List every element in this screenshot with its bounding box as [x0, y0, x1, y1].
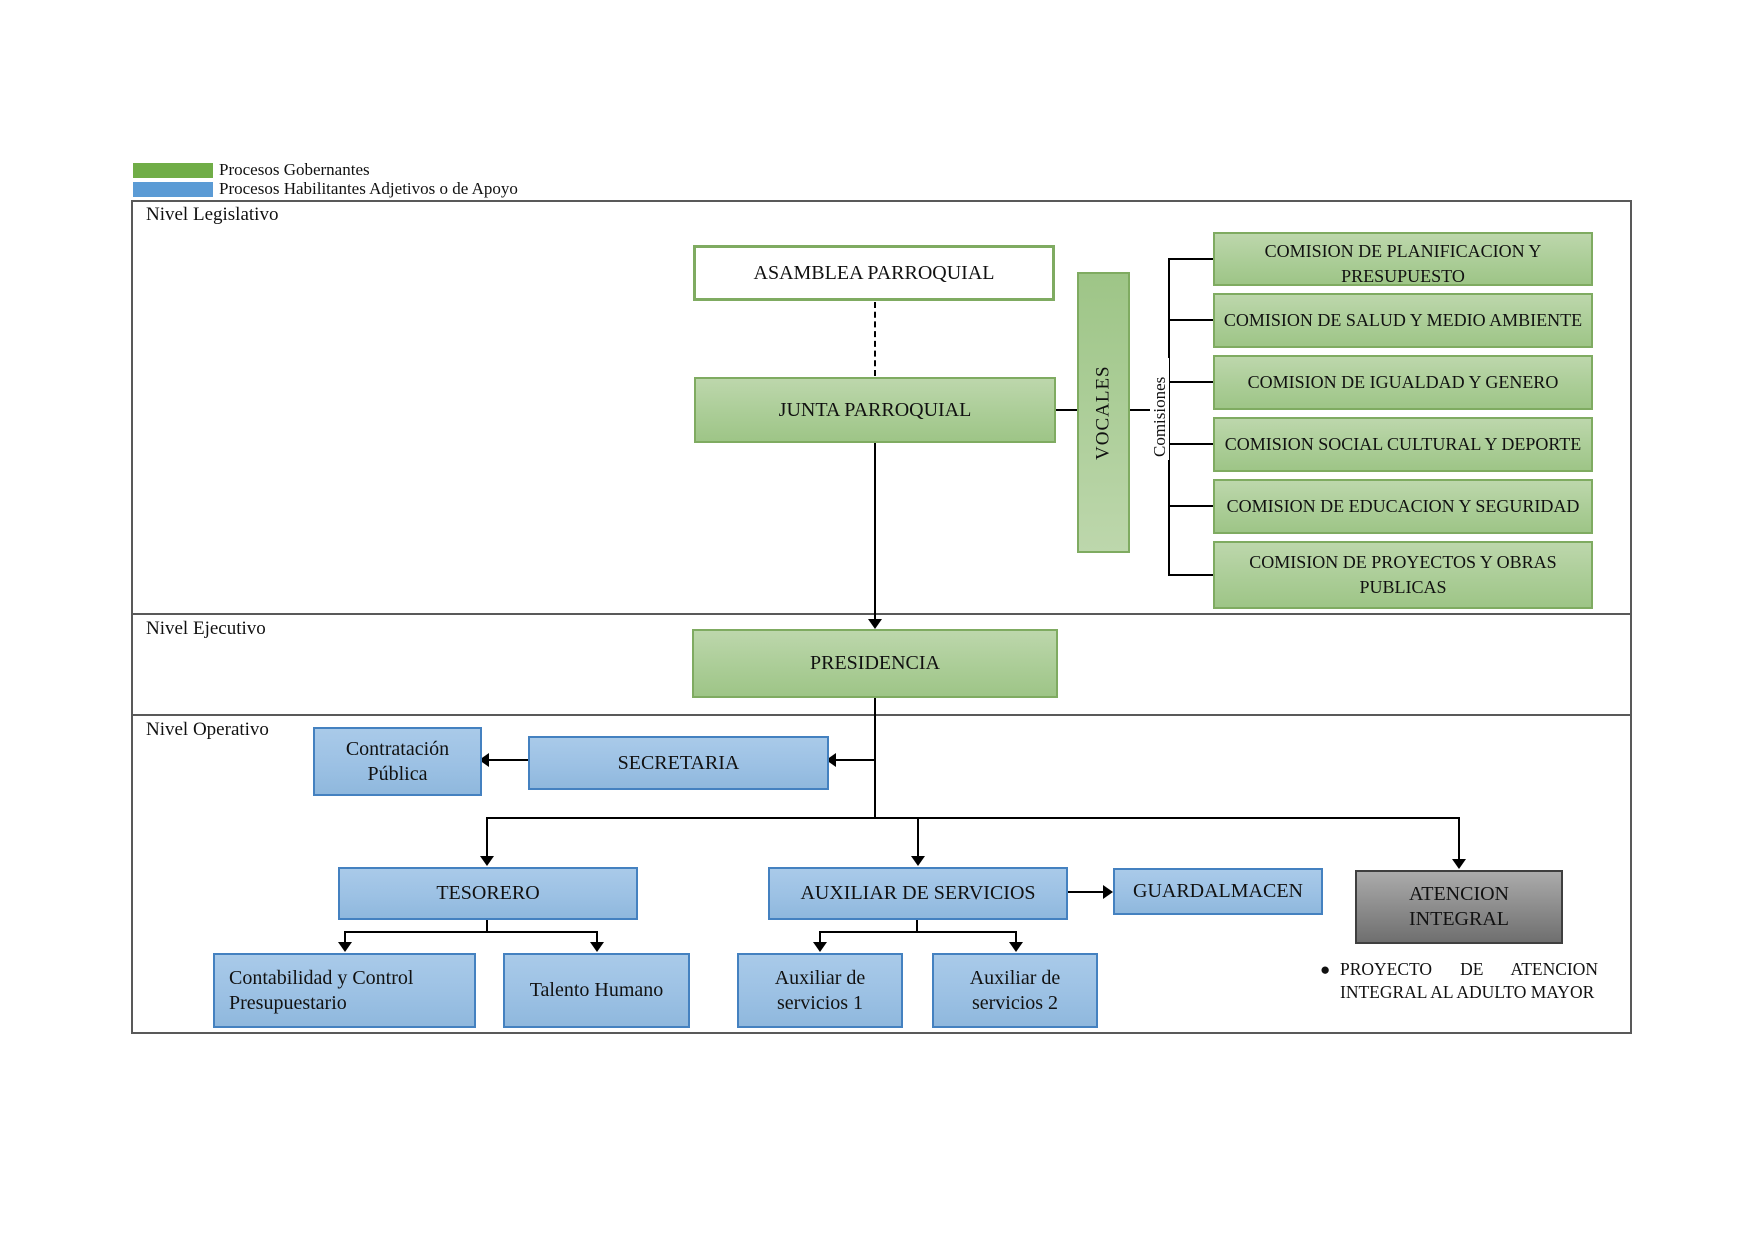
- divider-ejecutivo-operativo: [131, 714, 1632, 716]
- drop-auxiliar: [917, 817, 919, 858]
- node-vocales: VOCALES: [1077, 272, 1130, 553]
- connector-junta-vocales: [1054, 409, 1079, 411]
- section-label-ejecutivo: Nivel Ejecutivo: [146, 618, 266, 639]
- node-junta-parroquial: JUNTA PARROQUIAL: [694, 377, 1056, 443]
- node-comision-social: COMISION SOCIAL CULTURAL Y DEPORTE: [1213, 417, 1593, 472]
- connector-presidencia-riser: [874, 697, 876, 819]
- node-auxiliar-servicios: AUXILIAR DE SERVICIOS: [768, 867, 1068, 920]
- atencion-project-note: ● PROYECTO DE ATENCION INTEGRAL AL ADULTO MAYOR: [1320, 959, 1598, 1002]
- node-comision-salud: COMISION DE SALUD Y MEDIO AMBIENTE: [1213, 293, 1593, 348]
- legend-label-apoyo: Procesos Habilitantes Adjetivos o de Apoyo: [219, 179, 518, 198]
- comision-stub-2: [1168, 319, 1213, 321]
- node-secretaria: SECRETARIA: [528, 736, 829, 790]
- legend-swatch-gobernantes: [133, 163, 213, 178]
- comisiones-bracket-label: Comisiones: [1150, 358, 1169, 460]
- node-contabilidad: Contabilidad y Control Presupuestario: [213, 953, 476, 1028]
- node-asamblea-parroquial: ASAMBLEA PARROQUIAL: [693, 245, 1055, 301]
- arrowhead-guardalmacen: [1103, 885, 1113, 899]
- section-label-legislativo: Nivel Legislativo: [146, 204, 279, 225]
- arrowhead-auxiliar: [911, 856, 925, 866]
- node-tesorero: TESORERO: [338, 867, 638, 920]
- node-presidencia: PRESIDENCIA: [692, 629, 1058, 698]
- node-auxiliar-servicios-2: Auxiliar de servicios 2: [932, 953, 1098, 1028]
- comision-stub-5: [1168, 505, 1213, 507]
- connector-junta-presidencia: [874, 443, 876, 622]
- node-comision-planificacion: COMISION DE PLANIFICACION Y PRESUPUESTO: [1213, 232, 1593, 286]
- node-comision-educacion: COMISION DE EDUCACION Y SEGURIDAD: [1213, 479, 1593, 534]
- arrowhead-contabilidad: [338, 942, 352, 952]
- comision-stub-3: [1168, 381, 1213, 383]
- legend-swatch-apoyo: [133, 182, 213, 197]
- branch-line-main: [486, 817, 1460, 819]
- arrowhead-auxiliar1: [813, 942, 827, 952]
- connector-asamblea-junta: [874, 302, 876, 376]
- arrowhead-atencion: [1452, 859, 1466, 869]
- node-talento-humano: Talento Humano: [503, 953, 690, 1028]
- node-comision-igualdad: COMISION DE IGUALDAD Y GENERO: [1213, 355, 1593, 410]
- arrowhead-auxiliar2: [1009, 942, 1023, 952]
- connector-riser-secretaria: [833, 759, 875, 761]
- drop-tesorero: [486, 817, 488, 858]
- node-contratacion-publica: Contratación Pública: [313, 727, 482, 796]
- comision-stub-1: [1168, 258, 1213, 260]
- node-comision-proyectos: COMISION DE PROYECTOS Y OBRAS PUBLICAS: [1213, 541, 1593, 609]
- arrowhead-presidencia: [868, 619, 882, 629]
- branch-line-auxiliar: [819, 931, 1017, 933]
- comision-stub-4: [1168, 443, 1213, 445]
- connector-secretaria-contratacion: [488, 759, 528, 761]
- section-label-operativo: Nivel Operativo: [146, 719, 269, 740]
- node-auxiliar-servicios-1: Auxiliar de servicios 1: [737, 953, 903, 1028]
- node-atencion-integral: ATENCION INTEGRAL: [1355, 870, 1563, 944]
- comision-stub-6: [1168, 574, 1213, 576]
- connector-auxiliar-guardalmacen: [1068, 891, 1106, 893]
- arrowhead-tesorero: [480, 856, 494, 866]
- divider-legislativo-ejecutivo: [131, 613, 1632, 615]
- legend-label-gobernantes: Procesos Gobernantes: [219, 160, 370, 179]
- branch-line-tesorero: [344, 931, 598, 933]
- node-guardalmacen: GUARDALMACEN: [1113, 868, 1323, 915]
- arrowhead-talento: [590, 942, 604, 952]
- drop-atencion: [1458, 817, 1460, 861]
- bullet-icon: ●: [1320, 960, 1331, 979]
